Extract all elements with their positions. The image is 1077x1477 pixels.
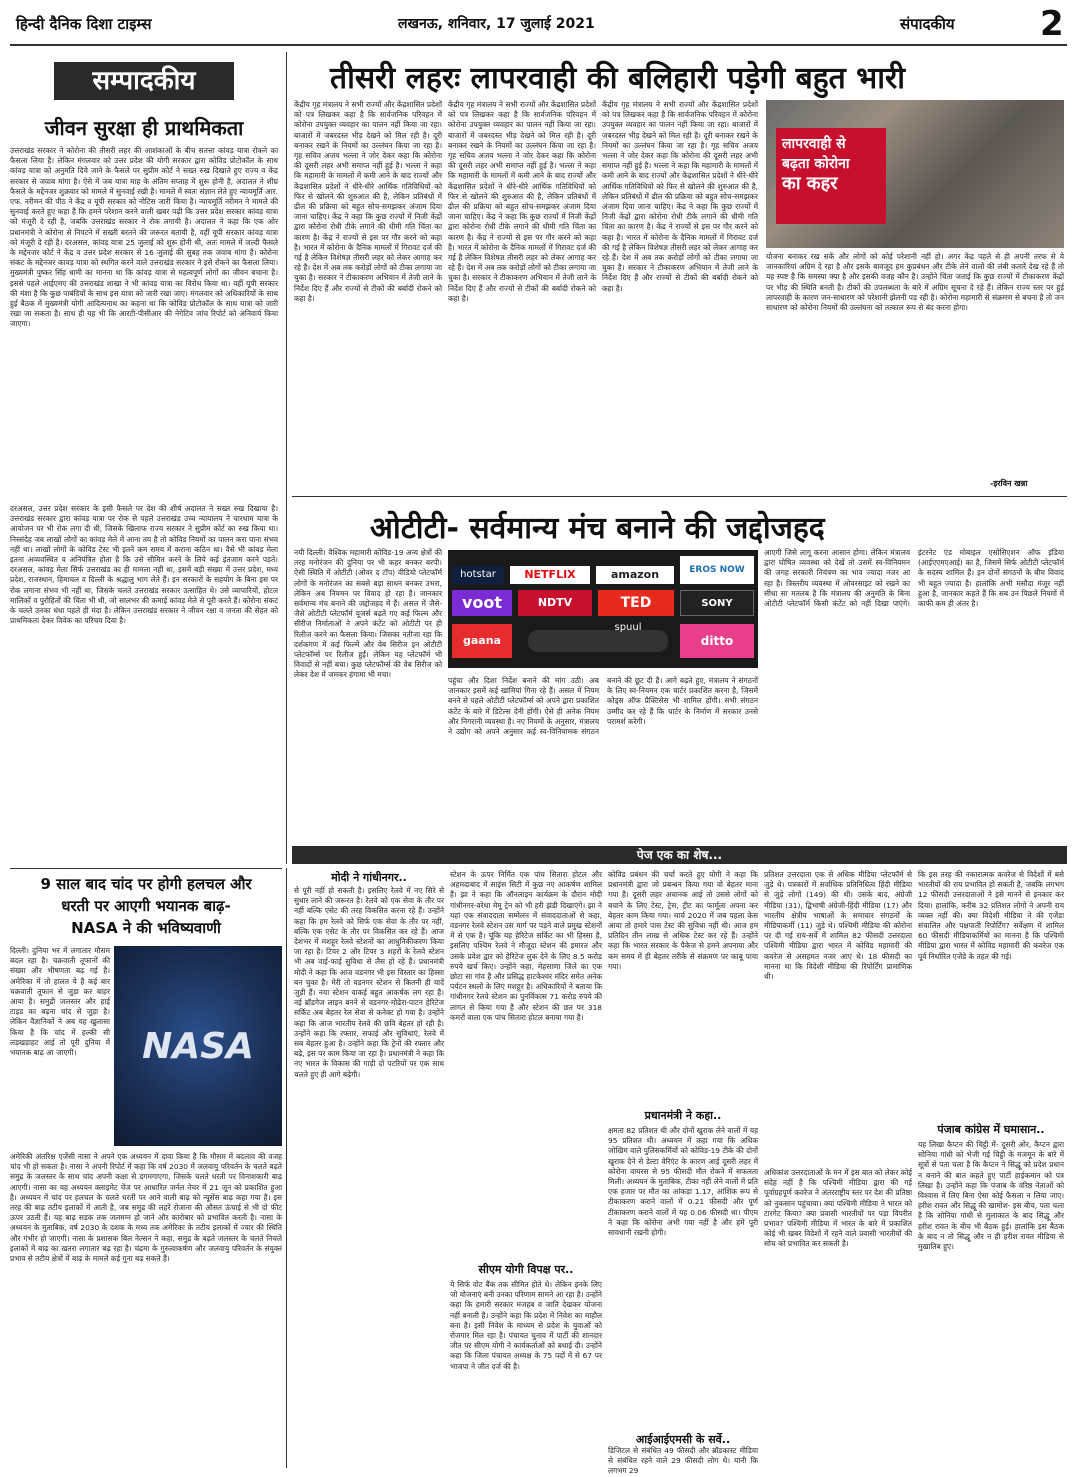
punjab-body: यह लिखा कैप्टन की चिट्ठी में- दूसरी ओर, कैप्टन द्वारा सोनिया गांधी को भेजी गई चिट्ठी के मजमून के बारे में सूत्रों से पता चला है कि कैप्टन ने सिद्धू को प्रदेश प्रधान न बनाने की बात कहते हुए पार्टी हाईकमान को पत्र लिखा है। उन्होंने कहा कि पंजाब के वरिष्ठ नेताओं को विश्वास में लिए बिना ऐसा कोई फैसला न लिया जाए। हरीश रावत और सिद्धू की खामोश- इस बीच, पता चला है कि सोनिया गांधी से मुलाकात के बाद सिद्धू और हरीश रावत के बीच भी बैठक हुई। हालांकि इस बैठक के बाद न तो सिद्धू और न ही हरीश रावत मीडिया से मुखातिब हुए। (918, 1140, 1064, 1252)
logo-sony: SONY (680, 590, 754, 616)
ott-headline: ओटीटी- सर्वमान्य मंच बनाने की जद्दोजहद (370, 511, 825, 546)
punjab-title: पंजाब कांग्रेस में घमासान.. (937, 1123, 1045, 1136)
pm-body: क्षमता 82 प्रतिशत थी और दोनों खुराक लेने वालों में यह 95 प्रतिशत थी। अध्ययन में कहा गया कि अधिक जोखिम वाले पुलिसकर्मियों को कोविड-19 टीके की दोनों खुराक देने से डेल्टा वेरिएंट के कारण आई दूसरी लहर में कोरोना वायरस से 95 फीसदी मौत रोकने में सफलता मिली। अध्ययन के मुताबिक, टीका नहीं लेने वालों में प्रति एक हजार पर मौत का आंकड़ा 1.17, आंशिक रूप से टीकाकरण कराने वालों में 0.21 फीसदी और पूर्ण टीकाकरण कराने वालों में यह 0.06 फीसदी था। पीएम ने कहा कि कोरोना अभी गया नहीं है और हमें पूरी सावधानी रखनी होगी। (608, 1126, 758, 1238)
media-body-2: अधिकांश उत्तरदाताओं के मन में इस बात को लेकर कोई संदेह नहीं है कि पश्चिमी मीडिया द्वारा की गई पूर्वाग्रहपूर्ण कवरेज ने अंतरराष्ट्रीय स्तर पर देश की प्रतिष्ठा को नुकसान पहुंचाया। क्या पश्चिमी मीडिया ने भारत को टारगेट किया? क्या प्रवासी भारतीयों पर पड़ा विपरीत प्रभाव? पश्चिमी मीडिया में भारत के बारे में प्रकाशित कोई भी खबर विदेशों में रहने वाले प्रवासी भारतीयों की सोच को प्रभावित कर सकती है। (764, 1168, 912, 1249)
editorial-body-2: दरअसल, उत्तर प्रदेश सरकार के इसी फैसले पर देश की शीर्ष अदालत ने सख्त रुख दिखाया है। उत्तराखंड सरकार द्वारा कांवड़ यात्रा पर रोक से पहले उत्तराखंड उच्च न्यायालय ने चारधाम यात्रा के आयोजन पर भी रोक लगा दी थी, जिसके खिलाफ राज्य सरकार ने सुप्रीम कोर्ट का रुख किया था। निस्संदेह जब लाखों लोगों का कांवड़ मेले में आना तय है तो कोविड नियमों का पालन करा पाना संभव नहीं था। लाखों लोगों के कोविड टेस्ट भी इतने कम समय में कराना कठिन था। वैसे भी कांवड़ मेला इतना अव्यवस्थित व अनियंत्रित होता है कि उसे सीमित करने के लिये कई इंतजाम करने पड़ते। दरअसल, कांवड़ मेला सिर्फ उत्तराखंड का ही मामला नहीं था, इसमें बड़ी संख्या में उत्तर प्रदेश, मध्य प्रदेश, राजस्थान, हिमाचल व दिल्ली के श्रद्धालु भाग लेते हैं। इन सरकारों के सहयोग के बिना इस पर रोक लगाना संभव भी नहीं था, जिसके चलते उत्तराखंड सरकार उत्साहित थे। उसे व्यापारियों, होटल मालिकों व पुरोहितों की चिंता भी थी, जो सालभर की कमाई कांवड़ मेले से पूरी करते हैं। कोरोना संकट के चलते उनका धंधा पहले ही मंदा है। लेकिन उत्तराखंड सरकार ने जीवन रक्षा व जनता की सेहत को प्राथमिकता देकर विवेक का परिचय दिया है। (10, 504, 278, 626)
station-body: स्टेशन के ऊपर निर्मित एक पांच सितारा होटल और अहमदाबाद में साइंस सिटी में कुछ नए आकर्षण शामिल हैं। झा ने कहा कि ऑनलाइन कार्यक्रम के दौरान मोदी गांधीनगर-वरेथा मेमू ट्रेन को भी हरी झंडी दिखाएंगे। झा ने यहां एक संवाददाता सम्मेलन में संवाददाताओं से कहा, वडनगर रेलवे स्टेशन उस मार्ग पर पड़ने वाले प्रमुख स्टेशनों में से एक है। चूंकि यह हेरिटेज सर्किट का भी हिस्सा है, इसलिए पश्चिम रेलवे ने मौजूदा स्टेशन की इमारत और उसके प्रवेश द्वार को हेरिटेज लुक देने के लिए 8.5 करोड़ रुपये खर्च किए। उन्होंने कहा, मेहसाणा जिले का एक छोटा सा गांव है और प्रसिद्ध हाटकेश्वर मंदिर समेत अनेक पर्यटन स्थलों के लिए मशहूर है। अधिकारियों ने बताया कि गांधीनगर रेलवे स्टेशन का पुनर्विकास 71 करोड़ रुपये की लागत से किया गया है और स्टेशन की छत पर 318 कमरों वाला एक पांच सितारा होटल बनाया गया है। (450, 870, 602, 1022)
editorial-label: सम्पादकीय (54, 62, 234, 100)
nasa-logo-image (114, 946, 282, 1146)
iimc-body: डिजिटल से संबंधित 49 फीसदी और ब्रॉडकास्ट मीडिया से संबंधित रहने वाले 29 फीसदी लोग थे। यानी कि लगभग 29 (608, 1446, 758, 1476)
top-story-body-col-2 (448, 100, 596, 488)
editorial-divider (286, 52, 287, 864)
editorial-body-1: उत्तराखंड सरकार ने कोरोना की तीसरी लहर की आशंकाओं के बीच सतत्ता कांवड़ यात्रा रोकने का फैसला लिया है। लेकिन मंगलवार को उत्तर प्रदेश की योगी सरकार द्वारा कोविड प्रोटोकॉल के साथ कांवड़ यात्रा को अनुमति दिये जाने के फैसले पर सुप्रीम कोर्ट ने सख्त रुख दिखाते हुए राज्य व केंद्र सरकार से जवाब मांगा है। ऐसे में जब यात्रा माह के अंतिम सप्ताह में शुरू होनी है, अदालत ने शीघ्र फैसले के मद्देनजर शुक्रवार को मामले में सुनवाई रखी है। मामले में स्वतः संज्ञान लेते हुए न्यायमूर्ति आर. एफ. नरीमन की पीठ ने केंद्र व यूपी सरकार को नोटिस जारी किया है। न्यायमूर्ति नरीमन ने मामले की सुनवाई करते हुए कहा है कि हमने परेशान करने वाली खबर पढ़ी कि उत्तर प्रदेश सरकार कांवड़ यात्रा को मंजूरी दे रही है, जबकि उत्तराखंड सरकार ने रोक लगायी है। अदालत ने कहा कि एक ओर प्रधानमंत्री ने कोरोना से निपटने में सख्ती बरतने की जरूरत बतायी है, वहीं यूपी सरकार कांवड़ यात्रा को मंजूरी दे रही है। दरअसल, कांवड़ यात्रा 25 जुलाई को शुरू होनी थी, अतः मामले में जल्दी फैसले के मद्देनजर कोर्ट ने केंद्र व उत्तर प्रदेश सरकार से 16 जुलाई की सुबह तक जवाब मांगा है। कोरोना संकट के मद्देनजर कावड़ यात्रा को स्थगित करने वाले उत्तराखंड सरकार ने इसे रोकने का फैसला लिया। मुख्यमंत्री पुष्कर सिंह धामी का मानना था कि कांवड़ यात्रा से महत्वपूर्ण लोगों का जीवन बचाना है। इससे पहले आईएमए की उत्तराखंड शाखा ने भी कांवड़ यात्रा का विरोध किया था। वहीं यूपी सरकार की मंशा है कि कुछ पाबंदियों के साथ इस यात्रा को जारी रखा जाए। मंगलवार को अधिकारियों के साथ हुई बैठक में मुख्यमंत्री योगी आदित्यनाथ का कहना था कि कोविड प्रोटोकॉल के साथ यात्रा को जारी रखा जा सकता है। साथ ही यह भी कि आरटी-पीसीआर की नेगेटिव जांच रिपोर्ट को अनिवार्य किया जाएगा। (10, 146, 278, 329)
logo-netflix: NETFLIX (510, 566, 590, 584)
logo-spuul: spuul (614, 622, 642, 633)
foreign-body: कि इस तरह की नकारात्मक कवरेज से विदेशों में बसे भारतीयों की राय प्रभावित हो सकती है, जबकि लगभग 12 फीसदी उत्तरदाताओं ने इसे मानने से इनकार कर दिया। हालांकि, करीब 32 प्रतिशत लोगों ने अपनी राय व्यक्त नहीं की। क्या विदेशी मीडिया ने की एजेंडा संचालित और पक्षपाती रिपोर्टिंग? सर्वेक्षण में शामिल 60 फीसदी मीडियाकर्मियों का मानना है कि पश्चिमी मीडिया द्वारा भारत में कोविड महामारी की कवरेज एक पूर्व निर्धारित एजेंडे के तहत की गई। (918, 870, 1064, 961)
covid-body: कोविड प्रबंधन की चर्चा करते हुए योगी ने कहा कि प्रधानमंत्री द्वारा जो प्रबन्धन किया गया वो बेहतर माना गया है। दूसरी लहर अचानक आई तो उससे लोगों को बचाने के लिए टेस्ट, ट्रेस, ट्रीट का फार्मूला अपना कर बेहतर काम किया गया। मार्च 2020 में जब पहला केस आया तो हमारे पास टेस्ट की सुविधा नहीं थी। आज हम प्रतिदिन तीन लाख से अधिक टेस्ट कर रहे हैं। उन्होंने कहा कि भारत सरकार के पैकेज से हमने अपनाया और कम समय में ही बेहतर तरीके से संक्रमण पर काबू पाया गया। (608, 870, 758, 971)
nasa-headline-2: धरती पर आएगी भयानक बाढ़- (61, 897, 231, 915)
nasa-divider (286, 868, 287, 1468)
top-story-body-cont-2: केंद्रीय गृह मंत्रालय ने सभी राज्यों और केंद्रशासित प्रदेशों को पत्र लिखकर कहा है कि सार्वजनिक परिवहन में कोरोना उपयुक्त व्यवहार का पालन नहीं किया जा रहा। बाजारों में जबरदस्त भीड़ देखने को मिल रही है। दूरी बनाकर रखने के नियमों का उल्लंघन किया जा रहा है। गृह सचिव अजय भल्ला ने जोर देकर कहा कि कोरोना की दूसरी लहर अभी समाप्त नहीं हुई है। भल्ला ने कहा कि महामारी के मामलों में कमी आने के बाद राज्यों और केंद्रशासित प्रदेशों ने धीरे-धीरे आर्थिक गतिविधियों को फिर से खोलने की शुरुआत की है, लेकिन प्रतिबंधों में ढील की प्रक्रिया को बहुत सोच-समझकर अंजाम दिया जाना चाहिए। केंद्र ने कहा कि कुछ राज्यों में निजी केंद्रों द्वारा कोरोना रोधी टीके लगाने की धीमी गति चिंता का कारण है। केंद्र ने राज्यों से इस पर गौर करने को कहा है। भारत में कोरोना के दैनिक मामलों में गिरावट दर्ज की गई है लेकिन विशेषज्ञ तीसरी लहर को लेकर आगाह कर रहे हैं। देश में अब तक करोड़ों लोगों को टीका लगाया जा चुका है। सरकार ने टीकाकरण अभियान में तेजी लाने के निर्देश दिए हैं और राज्यों से टीकों की बर्बादी रोकने को कहा है। (602, 100, 758, 293)
photo-caption-line-1: लापरवाही से (782, 136, 846, 152)
editorial-title: जीवन सुरक्षा ही प्राथमिकता (44, 116, 244, 140)
dateline: लखनऊ, शनिवार, 17 जुलाई 2021 (398, 16, 595, 32)
section-name: संपादकीय (900, 15, 955, 33)
nasa-top-rule (10, 868, 282, 869)
continued-bar: पेज एक का शेष... (292, 846, 1067, 864)
nasa-headline-3: NASA ने की भविष्यवाणी (71, 919, 221, 937)
nasa-intro: दिल्ली। दुनिया भर में लगातार मौसम बदल रहा है। चक्रवाती तूफानों की संख्या और भीषणता बढ़ गई है। अमेरिका में तो हालत ये है कई बार चक्रवाती तूफान से जुड़ा कर बाहर आया है। समुद्री जलस्तर और हाई टाइड का बढ़ना चांद से जुड़ा है। लेकिन वैज्ञानिकों ने अब यह खुलासा किया है कि चांद में हल्की सी लड़खड़ाहट आई तो पूरी दुनिया में भयानक बाढ़ आ जाएगी। (10, 946, 110, 1058)
photo-caption-box (776, 128, 886, 224)
iimc-title: आईआईएमसी के सर्वे.. (635, 1433, 731, 1446)
logo-ted: TED (598, 590, 674, 616)
masthead (0, 0, 1077, 46)
logo-voot: voot (452, 590, 512, 616)
ott-logos-photo (448, 550, 758, 668)
photo-caption-line-2: बढ़ता कोरोना (782, 156, 850, 172)
logo-ndtv: NDTV (518, 590, 592, 616)
top-story-body-cont: केंद्रीय गृह मंत्रालय ने सभी राज्यों और केंद्रशासित प्रदेशों को पत्र लिखकर कहा है कि सार्वजनिक परिवहन में कोरोना उपयुक्त व्यवहार का पालन नहीं किया जा रहा। बाजारों में जबरदस्त भीड़ देखने को मिल रही है। दूरी बनाकर रखने के नियमों का उल्लंघन किया जा रहा है। गृह सचिव अजय भल्ला ने जोर देकर कहा कि कोरोना की दूसरी लहर अभी समाप्त नहीं हुई है। भल्ला ने कहा कि महामारी के मामलों में कमी आने के बाद राज्यों और केंद्रशासित प्रदेशों ने धीरे-धीरे आर्थिक गतिविधियों को फिर से खोलने की शुरुआत की है, लेकिन प्रतिबंधों में ढील की प्रक्रिया को बहुत सोच-समझकर अंजाम दिया जाना चाहिए। केंद्र ने कहा कि कुछ राज्यों में निजी केंद्रों द्वारा कोरोना रोधी टीके लगाने की धीमी गति चिंता का कारण है। केंद्र ने राज्यों से इस पर गौर करने को कहा है। भारत में कोरोना के दैनिक मामलों में गिरावट दर्ज की गई है लेकिन विशेषज्ञ तीसरी लहर को लेकर आगाह कर रहे हैं। देश में अब तक करोड़ों लोगों को टीका लगाया जा चुका है। सरकार ने टीकाकरण अभियान में तेजी लाने के निर्देश दिए हैं और राज्यों से टीकों की बर्बादी रोकने को कहा है। (448, 100, 596, 303)
nasa-body: अमेरिकी अंतरिक्ष एजेंसी नासा ने अपने एक अध्ययन में दावा किया है कि मौसम में बदलाव की वजह चांद भी हो सकता है। नासा ने अपनी रिपोर्ट में कहा कि वर्ष 2030 में जलवायु परिवर्तन के चलते बढ़ते समुद्र के जलस्तर के साथ चांद अपनी कक्षा से डगमगाएगा, जिसके चलते धरती पर विनाशकारी बाढ़ आएगी। नासा का यह अध्ययन क्लाइमेट चेंज पर आधारित जर्नल नेचर में 21 जून को प्रकाशित हुआ है। अध्ययन में चांद पर हलचल के चलते धरती पर आने वाली बाढ़ को न्यूसेंस बाढ़ कहा गया है। इस तरह की बाढ़ तटीय इलाकों में आती है, जब समुद्र की लहरें रोजाना की औसत ऊंचाई से भी दो फीट ऊपर उठती हैं। यह बाढ़ सड़क तक जलमग्न हो जाने और कारोबार को प्रभावित करती है। नासा के अध्ययन के मुताबिक, वर्ष 2030 के दशक के मध्य तक अमेरिका के तटीय इलाकों में ज्वार की स्थिति और गंभीर हो जाएगी। नासा के प्रशासक बिल नेल्सन ने कहा, समुद्र के बढ़ते जलस्तर के चलते निचले इलाकों में बाढ़ का खतरा लगातार बढ़ रहा है। चंद्रमा के गुरुत्वाकर्षण और जलवायु परिवर्तन के संयुक्त प्रभाव से तटीय क्षेत्रों में बाढ़ के मामले कई गुना बढ़ सकते हैं। (10, 1152, 282, 1264)
paper-name: हिन्दी दैनिक दिशा टाइम्स (16, 15, 152, 33)
ott-body-right: आएगी जिसे लागू करना आसान होगा। लेकिन मंत्रालय द्वारा घोषित व्यवस्था को देखें तो उसमें स्व-विनियमन की जगह सरकारी नियंत्रण का भाव ज्यादा नजर आ रहा है। त्रिस्तरीय व्यवस्था में ओवरसाइट को रखने का सीधा सा मतलब है कि मंत्रालय की अनुमति के बिना ओटीटी प्लेटफॉर्म किसी कंटेंट को नहीं दिखा पाएंगे। इंटरनेट एंड मोबाइल एसोसिएशन ऑफ इंडिया (आईएएमएआई) का है, जिसमें सिर्फ ओटीटी प्लेटफॉर्म के सदस्य शामिल हैं। इन दोनों संगठनों के बीच विवाद भी बहुत ज्यादा है। हालांकि अभी मसौदा मंजूर नहीं हुआ है, जानकार कहते हैं कि सब उन पिछले नियमों में काफी कम ही अंतर है। (764, 548, 1064, 609)
crowd-photo (766, 100, 1064, 248)
top-story-side-body: योजना बनाकर रख सकें और लोगों को कोई परेशानी नहीं हो। अगर केंद्र पहले से ही अपनी तरफ से ये जानकारियां अग्रिम दे रहा है और इसके बावजूद हम कुप्रबंधन और टीके लेने वालों की लंबी कतारें देख रहे हैं तो यह स्पष्ट है कि समस्या क्या है और इसकी वजह कौन है। उन्होंने चिंता जताई कि कुछ राज्यों में टीकाकरण केंद्रों पर भीड़ की स्थिति बनती है। टीकों की उपलब्धता के बारे में अग्रिम सूचना दे रहे हैं। लेकिन राज्य स्तर पर हुई लापरवाही के कारण जन-साधारण को परेशानी झेलनी पड़ रही है। कोरोना महामारी से संक्रमण से बचना है तो जन साधारण को कोरोना नियमों की उल्लंघना को तत्काल रूप से बंद करना होगा। (766, 252, 1064, 313)
photo-caption-line-3: का कहर (782, 173, 838, 194)
logo-gaana: gaana (452, 624, 512, 658)
editorial-column (10, 56, 278, 870)
logo-erosnow: EROS NOW (680, 556, 754, 584)
top-story-rule (292, 496, 1067, 497)
top-story-body-col-3 (602, 100, 758, 488)
yogi-body: ये सिर्फ वोट बैंक तक सीमित होते थे। लेकिन इनके लिए जो योजनाएं बनी उनका परिणाम सामने आ रहा है। उन्होंने कहा कि हमारी सरकार मजहब व जाति देखकर योजना नहीं बनाती है। उन्होंने कहा कि प्रदेश में निवेश का माहौल बना है। इसी निवेश के माध्यम से प्रदेश के युवाओं को रोजगार मिल रहा है। पंचायत चुनाव में पार्टी की शानदार जीत पर सीएम योगी ने कार्यकर्ताओं को बधाई दी। उन्होंने कहा कि जिला पंचायत अध्यक्ष के 75 पदों में से 67 पर भाजपा ने जीत दर्ज की है। (450, 1280, 602, 1371)
logo-amazon: amazon (596, 566, 674, 584)
top-story-byline: -इरविन खन्ना (990, 479, 1028, 488)
logo-ditto: ditto (680, 624, 754, 658)
logo-hotstar: hotstar (452, 566, 504, 584)
media-body-1: प्रतिशत उत्तरदाता एक से अधिक मीडिया प्लेटफॉर्म से जुड़े थे। पत्रकारों में सर्वाधिक प्रतिनिधित्व हिंदी मीडिया से जुड़े लोगों (149) की थी। उसके बाद, अंग्रेजी मीडिया (31), द्विभाषी अंग्रेजी-हिंदी मीडिया (17) और भारतीय क्षेत्रीय भाषाओं के समाचार संगठनों के मीडियाकर्मी (11) जुड़े थे। पश्चिमी मीडिया की कोरोना पर दी गई राय-सर्वे में शामिल 82 फीसदी उत्तरदाता पश्चिमी मीडिया द्वारा भारत में कोविड महामारी की कवरेज से असहमत नजर आए थे। 18 फीसदी का मानना था कि विदेशी मीडिया की रिपोर्टिंग प्रामाणिक थी। (764, 870, 912, 982)
top-story-headline: तीसरी लहरः लापरवाही की बलिहारी पड़ेगी बहुत भारी (330, 61, 906, 96)
page-number: 2 (1040, 4, 1064, 44)
pm-title: प्रधानमंत्री ने कहा.. (644, 1109, 722, 1122)
masthead-rule (10, 44, 1067, 46)
nasa-logo-text: NASA (142, 1026, 254, 1067)
ott-body-mid: पहुंचा और दिशा निर्देश बनाने की मांग उठी। अब जानकार इसमें कई खामियां गिना रहे हैं। असल में नियम बनने से पहले ओटीटी प्लेटफॉर्म्स को अपने द्वारा प्रकाशित कंटेंट के बारे में डिटेल्स देनी होंगी। ऐसे ही अनेक नियम और निगरानी व्यवस्था है। नए नियमों के अनुसार, मंत्रालय ने उद्योग को अपने अनुसार कई स्व-विनियामक संगठन बनाने की छूट दी है। आगे बढ़ते हुए, मंत्रालय ने संगठनों के लिए स्व-नियमन एक चार्टर प्रकाशित करना है, जिसमें कोड्स ऑफ प्रैक्टिसेस भी शामिल होंगी। सभी संगठन उम्मीद कर रहे हैं कि चार्टर के निर्माण में सरकार उनसे परामर्श करेगी। (448, 676, 758, 737)
nasa-headline-1: 9 साल बाद चांद पर होगी हलचल और (40, 875, 252, 893)
ott-body-left: नयी दिल्ली। वैश्विक महामारी कोविड-19 अन्य क्षेत्रों की तरह मनोरंजन की दुनिया पर भी कहर बनकर बरपी। ऐसी स्थिति में ओटीटी (ओवर द टॉप) वीडियो प्लेटफॉर्म लोगों के मनोरंजन का सबसे बड़ा साधन बनकर उभरा, लेकिन अब नियमन पर विवाद हो रहा है। जानकार सर्वमान्य मंच बनाने की जद्दोजहद में हैं। असल में जैसे-जैसे ओटीटी प्लेटफॉर्म यूजर्स बढ़ते गए कई फिल्म और सीरीज निर्माताओं ने अपने कंटेंट को ओटीटी पर ही रिलीज करने का फैसला किया। जिसका नतीजा रहा कि दर्शकगण में कई फिल्में और वेब सिरीज इन ओटीटी प्लेटफॉर्म्स पर रिलीज हुईं। लेकिन यह प्लेटफॉर्म भी विवादों से नहीं बचा। कुछ प्लेटफॉर्म्स की वेब सिरीज को लेकर देश में जमकर हंगामा भी मचा। (294, 548, 442, 680)
top-story-body: केंद्रीय गृह मंत्रालय ने सभी राज्यों और केंद्रशासित प्रदेशों को पत्र लिखकर कहा है कि सार्वजनिक परिवहन में कोरोना उपयुक्त व्यवहार का पालन नहीं किया जा रहा। बाजारों में जबरदस्त भीड़ देखने को मिल रही है। दूरी बनाकर रखने के नियमों का उल्लंघन किया जा रहा है। गृह सचिव अजय भल्ला ने जोर देकर कहा कि कोरोना की दूसरी लहर अभी समाप्त नहीं हुई है। भल्ला ने कहा कि महामारी के मामलों में कमी आने के बाद राज्यों और केंद्रशासित प्रदेशों ने धीरे-धीरे आर्थिक गतिविधियों को फिर से खोलने की शुरुआत की है, लेकिन प्रतिबंधों में ढील की प्रक्रिया को बहुत सोच-समझकर अंजाम दिया जाना चाहिए। केंद्र ने कहा कि कुछ राज्यों में निजी केंद्रों द्वारा कोरोना रोधी टीके लगाने की धीमी गति चिंता का कारण है। केंद्र ने राज्यों से इस पर गौर करने को कहा है। भारत में कोरोना के दैनिक मामलों में गिरावट दर्ज की गई है लेकिन विशेषज्ञ तीसरी लहर को लेकर आगाह कर रहे हैं। देश में अब तक करोड़ों लोगों को टीका लगाया जा चुका है। सरकार ने टीकाकरण अभियान में तेजी लाने के निर्देश दिए हैं और राज्यों से टीकों की बर्बादी रोकने को कहा है। (294, 100, 442, 303)
modi-title: मोदी ने गांधीनगर.. (331, 871, 407, 884)
yogi-title: सीएम योगी विपक्ष पर.. (478, 1263, 574, 1276)
top-story-body-col-1 (294, 100, 442, 488)
modi-body: से पूरी नहीं हो सकती है। इसलिए रेलवे में नए सिरे से सुधार लाने की जरूरत है। रेलवे को एक सेवा के तौर पर नहीं बल्कि एसेट की तरह विकसित करना रहे हैं। उन्होंने कहा कि हम रेलवे को सिर्फ एक सेवा के तौर पर नहीं, बल्कि एक एसेट के तौर पर विकसित कर रहे हैं। आज देशभर में मशहूर रेलवे स्टेशनों का आधुनिकीकरण किया जा रहा है। टियर 2 और टियर 3 शहरों के रेलवे स्टेशन भी अब वाई-फाई सुविधा से लैस हो रहे हैं। प्रधानमंत्री मोदी ने कहा कि आज वडनगर भी इस विस्तार का हिस्सा बन चुका है। मेरी तो वडनगर स्टेशन से कितनी ही यादें जुड़ी हैं। नया स्टेशन वाकई बहुत आकर्षक लग रहा है। नई ब्रॉडगेज लाइन बनने से वडनगर-मोढेरा-पाटन हेरिटेज सर्किट अब बेहतर रेल सेवा से कनेक्ट हो गया है। उन्होंने कहा कि आज भारतीय रेलवे की छवि बेहतर हो रही है। उन्होंने कहा कि रफ्तार, सफाई और सुविधाएं, रेलवे में सब बेहतर हुआ है। उन्होंने कहा कि ट्रेनों की रफ्तार और बढ़े, इस पर काम किया जा रहा है। प्रधानमंत्री ने कहा कि नए भारत के विकास की गाड़ी दो पटरियों पर एक साथ चलते हुए ही आगे बढ़ेगी। (294, 886, 444, 1079)
